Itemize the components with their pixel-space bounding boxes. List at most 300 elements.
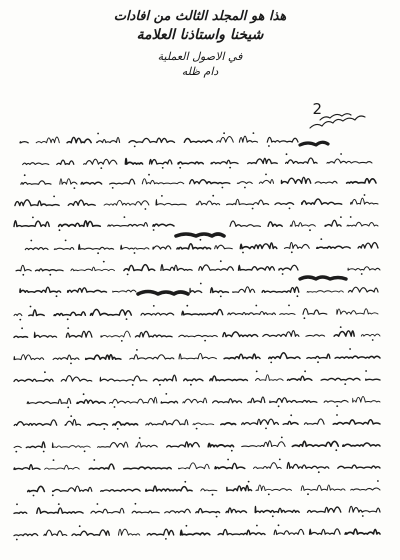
script-dot [186, 305, 188, 307]
script-word [67, 137, 91, 142]
script-word [315, 181, 337, 183]
script-word [132, 511, 159, 513]
script-word [361, 334, 380, 336]
script-word [301, 485, 345, 490]
script-word [97, 137, 120, 142]
script-dot [272, 515, 274, 517]
bold-heading-word [300, 277, 346, 279]
script-word [215, 245, 233, 249]
script-word [351, 488, 380, 490]
script-dot [65, 240, 67, 242]
script-word [287, 376, 312, 380]
script-word [333, 420, 380, 424]
script-dot [70, 363, 72, 365]
script-word [325, 220, 341, 226]
script-dot [19, 319, 21, 321]
script-word [124, 467, 172, 469]
script-word [34, 332, 56, 337]
script-word [36, 269, 64, 271]
script-word [227, 199, 269, 204]
script-dot [318, 471, 320, 473]
script-word [54, 312, 85, 316]
script-word [54, 248, 74, 250]
script-word [345, 529, 380, 534]
script-word [165, 509, 191, 513]
script-word [208, 443, 233, 447]
script-dot [317, 361, 319, 363]
script-dot [291, 251, 293, 253]
bold-heading-word [138, 292, 188, 295]
script-word [119, 529, 140, 535]
script-dot [165, 538, 167, 540]
script-word [14, 336, 28, 337]
script-dot [132, 384, 134, 386]
script-dot [44, 371, 46, 373]
script-dot [24, 174, 26, 176]
script-dot [204, 340, 206, 342]
script-dot [103, 428, 105, 430]
script-word [274, 529, 304, 534]
script-word [351, 198, 379, 204]
script-dot [200, 283, 202, 285]
script-word [287, 462, 329, 468]
script-dot [231, 450, 233, 452]
script-word [124, 265, 155, 271]
script-word [324, 400, 348, 402]
script-word [259, 180, 273, 184]
script-word [109, 397, 156, 403]
script-word [72, 530, 109, 535]
script-dot [340, 216, 342, 218]
script-dot [83, 393, 85, 395]
script-word [248, 158, 278, 163]
script-word [239, 265, 275, 270]
script-dot [278, 405, 280, 407]
script-word [20, 142, 28, 143]
script-word [303, 309, 327, 315]
script-dot [222, 187, 224, 189]
script-word [223, 332, 258, 337]
script-word [213, 399, 242, 403]
script-word [267, 137, 298, 142]
script-dot [297, 295, 299, 297]
script-word [306, 335, 325, 337]
script-dot [349, 348, 351, 350]
script-dot [212, 195, 214, 197]
script-dot [49, 274, 51, 276]
script-word [184, 379, 203, 381]
script-word [153, 375, 176, 381]
script-word [89, 464, 114, 469]
script-word [337, 309, 378, 314]
script-dot [127, 274, 129, 276]
script-dot [212, 494, 214, 496]
script-dot [340, 326, 342, 328]
script-dot [114, 406, 116, 408]
script-word [280, 314, 295, 315]
script-word [183, 398, 207, 403]
script-dot [223, 132, 225, 134]
script-word [79, 244, 114, 249]
script-dot [84, 450, 86, 452]
script-dot [365, 370, 367, 372]
script-word [211, 288, 229, 293]
script-word [86, 355, 121, 360]
script-dot [67, 327, 69, 329]
script-dot [112, 187, 114, 189]
script-dot [229, 167, 231, 169]
script-dot [184, 481, 186, 483]
script-word [321, 378, 360, 380]
script-dot [362, 515, 364, 517]
script-word [57, 160, 74, 164]
script-dot [220, 260, 222, 262]
script-word [358, 243, 378, 249]
script-dot [93, 459, 95, 461]
script-dot [256, 371, 258, 373]
script-word [347, 179, 376, 183]
script-word [88, 423, 108, 425]
script-word [146, 486, 192, 491]
script-word [14, 355, 44, 360]
script-dot [344, 383, 346, 385]
script-dot [281, 437, 283, 439]
script-word [14, 534, 38, 536]
header-line-4: دام ظله [181, 65, 219, 78]
script-word [242, 419, 279, 424]
script-word [84, 159, 117, 164]
script-word [233, 287, 255, 293]
script-word [237, 182, 252, 184]
script-word [77, 400, 105, 404]
script-word [25, 248, 48, 250]
page-number: 2 [312, 100, 322, 118]
script-dot [22, 274, 24, 276]
script-word [227, 485, 252, 490]
script-word [304, 419, 324, 424]
script-dot [290, 414, 292, 416]
script-dot [56, 295, 58, 297]
script-word [268, 222, 282, 226]
script-word [113, 290, 136, 292]
script-word [68, 200, 95, 205]
script-word [59, 221, 101, 227]
script-dot [377, 480, 379, 482]
script-dot [117, 428, 119, 430]
script-word [224, 354, 260, 359]
script-dot [58, 503, 60, 505]
script-word [53, 486, 92, 491]
script-word [66, 331, 92, 337]
script-dot [335, 449, 337, 451]
script-word [279, 265, 298, 270]
script-dot [242, 252, 244, 254]
script-word [256, 485, 292, 491]
script-dot [186, 525, 188, 527]
script-word [16, 265, 31, 270]
script-dot [97, 503, 99, 505]
script-dot [30, 240, 32, 242]
script-dot [190, 384, 192, 386]
script-word [228, 312, 276, 315]
script-dot [364, 194, 366, 196]
script-word [142, 179, 184, 184]
script-dot [134, 252, 136, 254]
script-word [308, 507, 341, 512]
script-dot [255, 305, 257, 307]
script-word [254, 463, 282, 469]
script-word [14, 221, 49, 227]
script-dot [320, 238, 322, 240]
script-word [348, 267, 380, 270]
bold-heading-word [300, 142, 328, 145]
script-word [65, 420, 81, 426]
script-word [147, 529, 173, 535]
script-word [153, 224, 174, 226]
script-word [307, 354, 330, 358]
script-word [178, 162, 203, 164]
script-dot [256, 525, 258, 527]
script-dot [103, 261, 105, 263]
script-dot [52, 494, 54, 496]
script-dot [252, 208, 254, 210]
script-word [14, 512, 27, 513]
script-word [121, 245, 149, 249]
script-word [179, 335, 218, 337]
script-dot [67, 318, 69, 320]
script-word [150, 159, 172, 164]
script-word [141, 313, 174, 315]
script-lines [14, 132, 380, 540]
script-dot [220, 296, 222, 298]
script-dot [361, 273, 363, 275]
script-word [14, 420, 57, 426]
script-word [242, 441, 285, 447]
script-word [226, 508, 247, 513]
header-line-3: في الاصول العملية [157, 50, 243, 63]
script-word [262, 287, 299, 292]
script-word [239, 136, 257, 142]
script-word [181, 530, 210, 535]
script-dot [124, 216, 126, 218]
script-dot [282, 273, 284, 275]
script-word [353, 396, 380, 402]
script-dot [121, 340, 123, 342]
script-word [113, 422, 138, 425]
script-word [26, 442, 45, 448]
script-dot [216, 516, 218, 518]
script-word [146, 420, 188, 425]
script-word [23, 163, 49, 165]
script-word [101, 331, 131, 337]
script-word [196, 201, 220, 205]
script-word [36, 137, 59, 143]
script-word [14, 379, 53, 381]
script-word [256, 375, 284, 381]
script-word [71, 267, 115, 271]
script-dot [15, 451, 17, 453]
script-dot [59, 229, 61, 231]
script-dot [53, 196, 55, 198]
script-word [290, 221, 315, 226]
script-dot [248, 481, 250, 483]
script-word [184, 139, 212, 143]
header-line-1: هذا هو المجلد الثالث من افادات [113, 9, 287, 24]
script-dot [244, 187, 246, 189]
script-word [334, 331, 354, 336]
script-dot [43, 451, 45, 453]
script-word [275, 203, 294, 205]
script-dot [16, 503, 18, 505]
script-word [302, 199, 342, 204]
script-word [136, 442, 157, 447]
script-dot [165, 393, 167, 395]
script-word [201, 489, 217, 491]
script-dot [179, 167, 181, 169]
script-dot [67, 407, 69, 409]
script-word [81, 182, 102, 184]
script-word [153, 246, 171, 249]
script-dot [53, 459, 55, 461]
script-dot [286, 153, 288, 155]
script-dot [279, 459, 281, 461]
script-dot [139, 437, 141, 439]
bold-heading-word [176, 234, 224, 236]
script-dot [304, 370, 306, 372]
script-word [61, 376, 92, 382]
script-word [177, 244, 211, 249]
script-word [53, 355, 79, 359]
script-word [14, 446, 21, 447]
script-word [14, 314, 22, 316]
script-dot [153, 305, 155, 307]
script-word [161, 265, 192, 271]
script-dot [253, 132, 255, 134]
script-word [286, 158, 318, 163]
script-dot [134, 146, 136, 148]
script-word [269, 353, 300, 359]
script-dot [289, 208, 291, 210]
script-word [310, 529, 341, 534]
script-dot [32, 217, 34, 219]
script-word [129, 138, 175, 142]
script-word [221, 423, 236, 425]
script-word [161, 401, 177, 403]
script-word [108, 223, 148, 227]
script-word [27, 398, 70, 403]
script-word [292, 441, 338, 446]
script-dot [97, 133, 99, 135]
script-dot [288, 305, 290, 307]
margin-annotation [310, 114, 365, 128]
script-word [343, 443, 380, 446]
script-word [282, 177, 311, 183]
script-word [193, 423, 214, 425]
script-dot [336, 414, 338, 416]
script-dot [268, 494, 270, 496]
script-word [14, 465, 40, 470]
script-word [104, 200, 149, 205]
script-word [366, 379, 380, 380]
script-dot [79, 525, 81, 527]
script-word [45, 465, 80, 469]
script-word [60, 179, 77, 184]
script-word [349, 506, 380, 512]
script-word [90, 309, 131, 315]
script-dot [304, 317, 306, 319]
script-word [15, 200, 59, 206]
script-dot [227, 459, 229, 461]
script-dot [307, 493, 309, 495]
script-word [98, 442, 128, 447]
script-word [210, 376, 248, 381]
script-dot [265, 174, 267, 176]
script-word [240, 243, 276, 249]
script-word [338, 465, 380, 468]
script-word [196, 509, 220, 513]
script-word [307, 291, 343, 293]
header-line-2: شيخنا واستاذنا العلامة [136, 27, 264, 43]
script-dot [159, 384, 161, 386]
script-dot [265, 428, 267, 430]
script-word [270, 398, 317, 403]
script-dot [200, 239, 202, 241]
script-dot [16, 539, 18, 541]
script-dot [196, 428, 198, 430]
script-word [130, 355, 174, 359]
script-dot [340, 153, 342, 155]
script-word [255, 507, 299, 513]
script-dot [270, 362, 272, 364]
script-dot [30, 306, 32, 308]
script-word [347, 222, 378, 226]
script-word [167, 442, 200, 447]
script-word [317, 246, 351, 248]
script-dot [161, 195, 163, 197]
script-dot [97, 252, 99, 254]
script-word [190, 288, 202, 292]
script-word [182, 310, 223, 315]
script-word [284, 242, 309, 248]
script-word [68, 288, 107, 292]
script-word [283, 421, 298, 424]
script-dot [74, 187, 76, 189]
script-word [248, 397, 265, 403]
script-word [348, 287, 378, 292]
script-word [110, 179, 135, 184]
script-word [135, 331, 172, 337]
script-dot [148, 174, 150, 176]
script-word [29, 310, 44, 316]
script-dot [268, 145, 270, 147]
script-word [100, 376, 147, 381]
script-word [179, 463, 210, 469]
script-word [101, 489, 140, 491]
script-word [199, 265, 234, 270]
script-dot [309, 229, 311, 231]
script-word [190, 180, 230, 184]
script-dot [145, 208, 147, 210]
script-word [217, 137, 234, 143]
script-word [327, 159, 372, 163]
script-dot [21, 327, 23, 329]
script-dot [162, 167, 164, 169]
script-word [156, 199, 186, 205]
script-word [179, 353, 216, 359]
script-dot [70, 415, 72, 417]
script-word [91, 508, 124, 513]
script-word [215, 463, 245, 468]
